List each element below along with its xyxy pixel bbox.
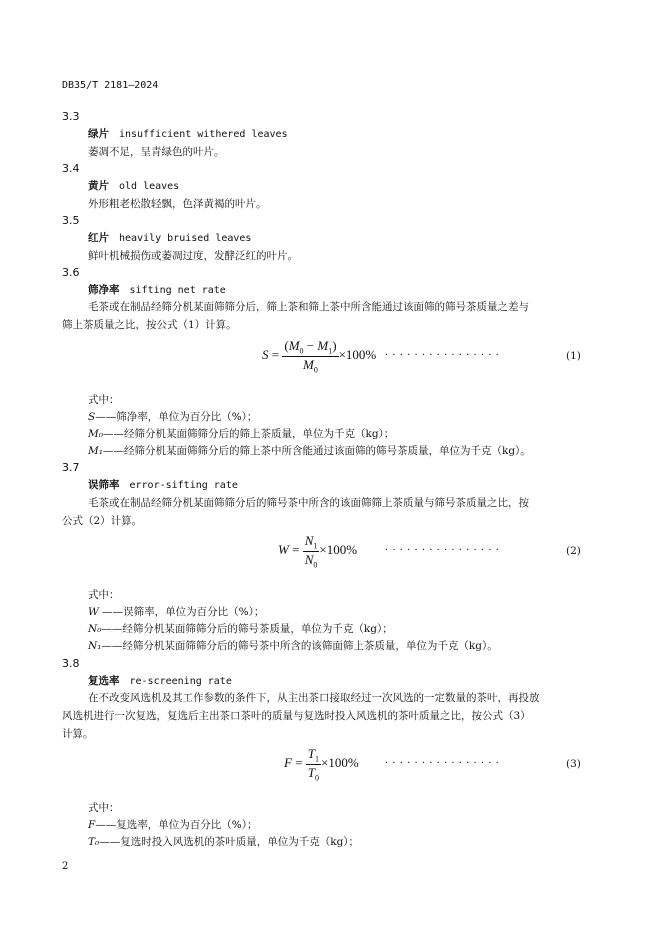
fraction: $\frac{N_1}{N_0}$ [304, 533, 318, 570]
term-title: 绿片 insufficient withered leaves [88, 128, 288, 140]
formula-1: S = $\frac{(M_0 - M_1)}{M_0}$ ×100% [262, 338, 377, 375]
leader-dots: ················ [385, 545, 504, 556]
equation-number: (1) [566, 350, 581, 362]
page-number: 2 [62, 861, 69, 872]
variable-definition: F——复选率，单位为百分比（%）； [88, 819, 258, 831]
formula-3: F = $\frac{T_1}{T_0}$ ×100% [284, 746, 359, 783]
term-definition: 鲜叶机械损伤或萎凋过度，发酵泛红的叶片。 [88, 250, 298, 262]
where-label: 式中： [88, 589, 120, 601]
section-number: 3.4 [62, 162, 80, 175]
section-number: 3.6 [62, 266, 80, 279]
variable-definition: W ——误筛率，单位为百分比（%）； [88, 606, 265, 618]
term-definition: 毛茶或在制品经筛分机某面筛筛分后的筛号茶中所含的该面筛筛上茶质量与筛号茶质量之比，按 [88, 497, 529, 509]
variable-definition: N₁——经筛分机某面筛筛分后的筛号茶中所含的该筛面筛上茶质量，单位为千克（kg）。 [88, 640, 498, 652]
term-definition: 毛茶或在制品经筛分机某面筛筛分后，筛上茶和筛上茶中所含能通过该面筛的筛号茶质量之差与 [88, 301, 529, 313]
section-number: 3.8 [62, 657, 80, 670]
variable-definition: S——筛净率，单位为百分比（%）； [88, 411, 258, 423]
term-definition: 在不改变风选机及其工作参数的条件下，从主出茶口接取经过一次风选的一定数量的茶叶，再投放 [88, 692, 540, 704]
term-title: 复选率 re-screening rate [88, 675, 232, 687]
term-definition: 风选机进行一次复选，复选后主出茶口茶叶的质量与复选时投入风选机的茶叶质量之比，按公式（3） [62, 710, 531, 722]
where-label: 式中： [88, 802, 120, 814]
term-title: 黄片 old leaves [88, 180, 180, 192]
leader-dots: ················ [385, 758, 504, 769]
term-definition: 筛上茶质量之比，按公式（1）计算。 [62, 319, 237, 331]
term-title: 误筛率 error-sifting rate [88, 479, 238, 491]
term-title: 筛净率 sifting net rate [88, 284, 226, 296]
variable-definition: T₀——复选时投入风选机的茶叶质量，单位为千克（kg）； [88, 836, 360, 848]
term-definition: 外形粗老松散轻飘，色泽黄褐的叶片。 [88, 198, 267, 210]
variable-definition: M₁——经筛分机某面筛筛分后的筛上茶中所含能通过该面筛的筛号茶质量，单位为千克（kg）。 [88, 445, 531, 457]
term-definition: 公式（2）计算。 [62, 515, 143, 527]
section-number: 3.5 [62, 214, 80, 227]
variable-definition: M₀——经筛分机某面筛筛分后的筛上茶质量，单位为千克（kg）； [88, 428, 395, 440]
variable-definition: N₀——经筛分机某面筛筛分后的筛号茶质量，单位为千克（kg）； [88, 623, 393, 635]
equation-number: (2) [566, 545, 581, 557]
formula-2: W = $\frac{N_1}{N_0}$ ×100% [278, 533, 358, 570]
document-code: DB35/T 2181—2024 [62, 80, 159, 91]
where-label: 式中： [88, 394, 120, 406]
equation-number: (3) [566, 758, 581, 770]
section-number: 3.3 [62, 110, 80, 123]
term-definition: 计算。 [62, 728, 94, 740]
term-title: 红片 heavily bruised leaves [88, 232, 252, 244]
section-number: 3.7 [62, 461, 80, 474]
fraction: $\frac{(M_0 - M_1)}{M_0}$ [284, 338, 337, 375]
term-definition: 萎凋不足，呈青绿色的叶片。 [88, 146, 225, 158]
fraction: $\frac{T_1}{T_0}$ [307, 746, 320, 783]
leader-dots: ················ [385, 350, 504, 361]
